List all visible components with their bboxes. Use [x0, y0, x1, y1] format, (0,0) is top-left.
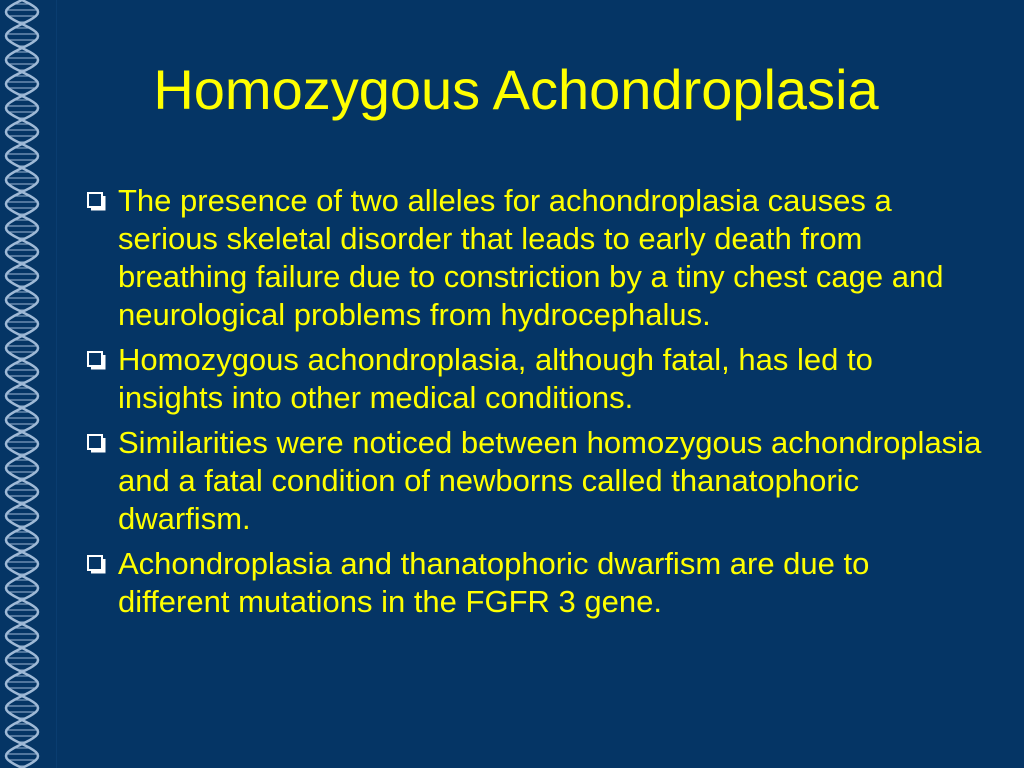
bullet-text: Similarities were noticed between homozygous achondroplasia and a fatal condition of newborns called thanatophoric dwarfism.	[118, 425, 982, 536]
bullet-text: Homozygous achondroplasia, although fatal, has led to insights into other medical conditions.	[118, 342, 873, 415]
bullet-text: Achondroplasia and thanatophoric dwarfism are due to different mutations in the FGFR 3 gene.	[118, 546, 870, 619]
bullet-text: The presence of two alleles for achondroplasia causes a serious skeletal disorder that leads to early death from breathing failure due to constriction by a tiny chest cage and neurological problems from hydrocephalus.	[118, 183, 944, 332]
hollow-square-bullet-icon	[86, 350, 108, 372]
slide-title: Homozygous Achondroplasia	[153, 58, 879, 121]
bullet-item	[86, 341, 986, 417]
hollow-square-bullet-icon	[86, 554, 108, 576]
hollow-square-bullet-icon	[86, 433, 108, 455]
bullet-item	[86, 182, 986, 334]
bullet-item	[86, 545, 986, 621]
hollow-square-bullet-icon	[86, 191, 108, 213]
bullet-list	[86, 182, 986, 628]
bullet-item	[86, 424, 986, 538]
